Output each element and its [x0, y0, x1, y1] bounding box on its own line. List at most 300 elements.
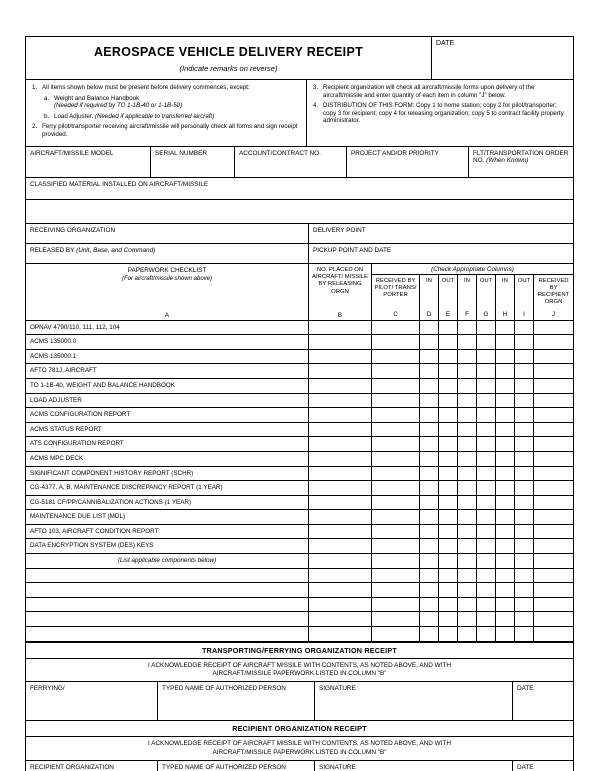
- cell-c[interactable]: [372, 467, 420, 481]
- field-label: FERRYING/: [30, 685, 65, 693]
- checklist-item-label: AFTO 781J, AIRCRAFT: [26, 364, 309, 378]
- cell-b[interactable]: [309, 481, 372, 495]
- cell-f[interactable]: [458, 612, 477, 626]
- cell-b[interactable]: [309, 321, 372, 335]
- cell-e[interactable]: [439, 598, 458, 612]
- cell-d[interactable]: [420, 583, 439, 597]
- cell-j[interactable]: [534, 612, 573, 626]
- cell-h[interactable]: [496, 452, 515, 466]
- cell-g[interactable]: [477, 423, 496, 437]
- cell-e[interactable]: [439, 510, 458, 524]
- cell-i[interactable]: [515, 510, 534, 524]
- cell-d[interactable]: [420, 423, 439, 437]
- cell-e[interactable]: [439, 467, 458, 481]
- cell-b[interactable]: [309, 554, 372, 568]
- field-label: DATE: [517, 764, 534, 771]
- field-date-transport[interactable]: [513, 682, 573, 720]
- field-date-recipient[interactable]: [513, 761, 573, 771]
- cell-i[interactable]: [515, 321, 534, 335]
- cell-i[interactable]: [515, 394, 534, 408]
- column-c-letter: C: [393, 311, 398, 319]
- instruction-text: Ferry pilot/transporter receiving aircraft/missile will personally check all forms and sign receipt provided.: [42, 123, 298, 138]
- cell-i[interactable]: [515, 583, 534, 597]
- instruction-number: 2.: [32, 123, 38, 131]
- cell-b[interactable]: [309, 569, 372, 583]
- transporting-banner: TRANSPORTING/FERRYING ORGANIZATION RECEIPT: [26, 642, 573, 659]
- cell-i[interactable]: [515, 379, 534, 393]
- cell-h[interactable]: [496, 539, 515, 553]
- cell-g[interactable]: [477, 612, 496, 626]
- cell-j[interactable]: [534, 321, 573, 335]
- checklist-item-label: [26, 612, 309, 626]
- field-receiving-organization[interactable]: [26, 224, 309, 243]
- checklist-item-label: ACMS STATUS REPORT: [26, 423, 309, 437]
- cell-j[interactable]: [534, 598, 573, 612]
- cell-c[interactable]: [372, 598, 420, 612]
- cell-b[interactable]: [309, 510, 372, 524]
- column-j-title: RECEIVED BY RECIPIENT ORGN: [537, 277, 570, 306]
- date-label: DATE: [436, 40, 455, 47]
- field-account-contract[interactable]: [235, 147, 347, 177]
- cell-f[interactable]: [458, 569, 477, 583]
- cell-g[interactable]: [477, 496, 496, 510]
- cell-e[interactable]: [439, 569, 458, 583]
- cell-c[interactable]: [372, 350, 420, 364]
- cell-e[interactable]: [439, 539, 458, 553]
- cell-g[interactable]: [477, 525, 496, 539]
- cell-c[interactable]: [372, 423, 420, 437]
- field-label: RELEASED BY: [30, 246, 75, 254]
- field-typed-name-recipient[interactable]: [158, 761, 315, 771]
- column-c-title: RECEIVED BY PILOT/ TRANS/ PORTER: [374, 277, 417, 298]
- cell-d[interactable]: [420, 335, 439, 349]
- cell-e[interactable]: [439, 554, 458, 568]
- cell-i[interactable]: [515, 539, 534, 553]
- receiving-delivery-row: [26, 224, 573, 244]
- cell-c[interactable]: [372, 627, 420, 641]
- form-header: [26, 37, 573, 80]
- cell-f[interactable]: [458, 452, 477, 466]
- cell-d[interactable]: [420, 598, 439, 612]
- column-g-letter: G: [483, 311, 489, 319]
- instruction-text: All items shown below must be present before delivery commences, except:: [42, 84, 250, 91]
- cell-f[interactable]: [458, 481, 477, 495]
- cell-c[interactable]: [372, 379, 420, 393]
- cell-b[interactable]: [309, 583, 372, 597]
- cell-d[interactable]: [420, 408, 439, 422]
- cell-d[interactable]: [420, 627, 439, 641]
- transporting-signature-row: [26, 682, 573, 721]
- instruction-item: [32, 95, 300, 110]
- cell-d[interactable]: [420, 481, 439, 495]
- column-f-title: IN: [464, 277, 470, 284]
- cell-f[interactable]: [458, 627, 477, 641]
- cell-h[interactable]: [496, 350, 515, 364]
- cell-f[interactable]: [458, 408, 477, 422]
- cell-e[interactable]: [439, 525, 458, 539]
- cell-d[interactable]: [420, 321, 439, 335]
- field-signature-recipient[interactable]: [315, 761, 513, 771]
- table-row: [26, 423, 573, 438]
- cell-b[interactable]: [309, 467, 372, 481]
- checklist-item-label: CG-4377, A, B, MAINTENANCE DISCREPANCY REPORT (1 YEAR): [26, 481, 309, 495]
- cell-c[interactable]: [372, 525, 420, 539]
- cell-h[interactable]: [496, 554, 515, 568]
- cell-f[interactable]: [458, 510, 477, 524]
- cell-e[interactable]: [439, 394, 458, 408]
- transporting-acknowledgement: [26, 659, 573, 683]
- cell-b[interactable]: [309, 525, 372, 539]
- cell-d[interactable]: [420, 350, 439, 364]
- cell-h[interactable]: [496, 379, 515, 393]
- cell-g[interactable]: [477, 467, 496, 481]
- table-row: [26, 554, 573, 569]
- cell-g[interactable]: [477, 408, 496, 422]
- field-label-note: (When Known): [486, 156, 529, 164]
- cell-d[interactable]: [420, 539, 439, 553]
- cell-d[interactable]: [420, 612, 439, 626]
- cell-f[interactable]: [458, 364, 477, 378]
- cell-h[interactable]: [496, 612, 515, 626]
- cell-b[interactable]: [309, 364, 372, 378]
- checklist-item-label: ACMS CONFIGURATION REPORT: [26, 408, 309, 422]
- cell-j[interactable]: [534, 525, 573, 539]
- field-label: CLASSIFIED MATERIAL INSTALLED ON AIRCRAFT/MISSILE: [30, 180, 209, 188]
- field-label: AIRCRAFT/MISSILE MODEL: [30, 149, 114, 157]
- cell-c[interactable]: [372, 569, 420, 583]
- cell-h[interactable]: [496, 481, 515, 495]
- table-row: [26, 583, 573, 598]
- field-label-note: (Unit, Base, and Command): [76, 246, 156, 254]
- identification-row: [26, 147, 573, 178]
- cell-j[interactable]: [534, 554, 573, 568]
- cell-i[interactable]: [515, 525, 534, 539]
- cell-e[interactable]: [439, 364, 458, 378]
- cell-h[interactable]: [496, 321, 515, 335]
- title-block: [26, 37, 432, 79]
- cell-i[interactable]: [515, 452, 534, 466]
- cell-b[interactable]: [309, 598, 372, 612]
- column-b-header: [309, 264, 372, 320]
- column-b-title: NO. PLACED ON AIRCRAFT/ MISSILE BY RELEASING ORGN: [312, 266, 368, 295]
- cell-e[interactable]: [439, 437, 458, 451]
- cell-b[interactable]: [309, 539, 372, 553]
- recipient-banner: RECIPIENT ORGANIZATION RECEIPT: [26, 721, 573, 737]
- cell-g[interactable]: [477, 539, 496, 553]
- cell-c[interactable]: [372, 510, 420, 524]
- cell-e[interactable]: [439, 350, 458, 364]
- cell-c[interactable]: [372, 612, 420, 626]
- instruction-text: DISTRIBUTION OF THIS FORM: Copy 1 to home station; copy 2 for pilot/transporter; copy 3 for recipient; copy 4 for releasing organization; copy 5 to contract facility property administrator.: [323, 102, 564, 125]
- instruction-note: (Needed if required by TO 1-1B-40 or 1-1B-50): [54, 102, 183, 110]
- cell-f[interactable]: [458, 335, 477, 349]
- field-ferrying-org[interactable]: [26, 682, 158, 720]
- cell-e[interactable]: [439, 496, 458, 510]
- column-d-header: [420, 275, 439, 320]
- cell-g[interactable]: [477, 627, 496, 641]
- field-serial-number[interactable]: [151, 147, 235, 177]
- cell-j[interactable]: [534, 379, 573, 393]
- cell-j[interactable]: [534, 408, 573, 422]
- cell-g[interactable]: [477, 394, 496, 408]
- instruction-main: Load Adjuster.: [54, 112, 94, 120]
- table-row: [26, 496, 573, 511]
- cell-f[interactable]: [458, 321, 477, 335]
- cell-i[interactable]: [515, 437, 534, 451]
- date-field[interactable]: [432, 37, 573, 79]
- check-columns-note: (Check Appropriate Columns): [372, 264, 573, 275]
- field-delivery-point[interactable]: [309, 224, 573, 243]
- instruction-item: [313, 84, 567, 99]
- cell-f[interactable]: [458, 496, 477, 510]
- cell-f[interactable]: [458, 350, 477, 364]
- cell-h[interactable]: [496, 583, 515, 597]
- cell-h[interactable]: [496, 496, 515, 510]
- cell-e[interactable]: [439, 423, 458, 437]
- cell-d[interactable]: [420, 569, 439, 583]
- cell-i[interactable]: [515, 496, 534, 510]
- cell-j[interactable]: [534, 539, 573, 553]
- cell-e[interactable]: [439, 321, 458, 335]
- cell-j[interactable]: [534, 394, 573, 408]
- instruction-item: [32, 113, 300, 121]
- cell-b[interactable]: [309, 379, 372, 393]
- cell-d[interactable]: [420, 364, 439, 378]
- cell-j[interactable]: [534, 569, 573, 583]
- cell-h[interactable]: [496, 408, 515, 422]
- cell-i[interactable]: [515, 612, 534, 626]
- cell-j[interactable]: [534, 350, 573, 364]
- cell-c[interactable]: [372, 539, 420, 553]
- column-h-title: IN: [502, 277, 508, 284]
- cell-d[interactable]: [420, 467, 439, 481]
- cell-c[interactable]: [372, 408, 420, 422]
- cell-f[interactable]: [458, 539, 477, 553]
- column-c-header: [372, 275, 420, 320]
- table-row: [26, 335, 573, 350]
- cell-j[interactable]: [534, 437, 573, 451]
- cell-d[interactable]: [420, 554, 439, 568]
- cell-g[interactable]: [477, 321, 496, 335]
- table-row: [26, 481, 573, 496]
- blank-band[interactable]: [26, 200, 573, 224]
- cell-g[interactable]: [477, 583, 496, 597]
- cell-i[interactable]: [515, 569, 534, 583]
- cell-h[interactable]: [496, 510, 515, 524]
- cell-b[interactable]: [309, 627, 372, 641]
- checklist-item-label: ACMS MPC DECK: [26, 452, 309, 466]
- cell-c[interactable]: [372, 437, 420, 451]
- cell-i[interactable]: [515, 481, 534, 495]
- checklist-item-label: OPNAV 4790/110, 111, 112, 104: [26, 321, 309, 335]
- cell-d[interactable]: [420, 452, 439, 466]
- column-b-letter: B: [337, 312, 343, 320]
- field-released-by[interactable]: [26, 244, 309, 263]
- table-row: [26, 510, 573, 525]
- cell-d[interactable]: [420, 496, 439, 510]
- instruction-item: [32, 84, 300, 92]
- field-label: PICKUP POINT AND DATE: [313, 246, 392, 254]
- cell-b[interactable]: [309, 335, 372, 349]
- instruction-number: a.: [44, 94, 50, 102]
- field-flt-transport-order[interactable]: [469, 147, 573, 177]
- cell-b[interactable]: [309, 452, 372, 466]
- table-row: [26, 452, 573, 467]
- field-aircraft-model[interactable]: [26, 147, 151, 177]
- cell-i[interactable]: [515, 364, 534, 378]
- cell-j[interactable]: [534, 627, 573, 641]
- cell-c[interactable]: [372, 554, 420, 568]
- cell-g[interactable]: [477, 379, 496, 393]
- cell-h[interactable]: [496, 525, 515, 539]
- cell-h[interactable]: [496, 335, 515, 349]
- cell-f[interactable]: [458, 554, 477, 568]
- checklist-item-label: CG-5181 CF/PP/CANNIBALIZATION ACTIONS (1 YEAR): [26, 496, 309, 510]
- cell-j[interactable]: [534, 452, 573, 466]
- cell-d[interactable]: [420, 437, 439, 451]
- cell-b[interactable]: [309, 496, 372, 510]
- instruction-item: [313, 102, 567, 125]
- table-row: [26, 539, 573, 554]
- field-recipient-org[interactable]: [26, 761, 158, 771]
- cell-b[interactable]: [309, 394, 372, 408]
- cell-i[interactable]: [515, 408, 534, 422]
- cell-i[interactable]: [515, 627, 534, 641]
- cell-j[interactable]: [534, 583, 573, 597]
- cell-f[interactable]: [458, 598, 477, 612]
- cell-g[interactable]: [477, 481, 496, 495]
- cell-j[interactable]: [534, 510, 573, 524]
- cell-f[interactable]: [458, 394, 477, 408]
- cell-b[interactable]: [309, 408, 372, 422]
- cell-f[interactable]: [458, 437, 477, 451]
- cell-f[interactable]: [458, 525, 477, 539]
- field-classified-material[interactable]: [26, 178, 573, 200]
- table-row: [26, 408, 573, 423]
- cell-e[interactable]: [439, 335, 458, 349]
- cell-e[interactable]: [439, 627, 458, 641]
- cell-e[interactable]: [439, 408, 458, 422]
- cell-g[interactable]: [477, 569, 496, 583]
- cell-h[interactable]: [496, 364, 515, 378]
- cell-i[interactable]: [515, 350, 534, 364]
- cell-j[interactable]: [534, 496, 573, 510]
- cell-h[interactable]: [496, 437, 515, 451]
- recipient-signature-row: [26, 761, 573, 771]
- cell-g[interactable]: [477, 554, 496, 568]
- column-a-subtitle: (For aircraft/missile shown above): [121, 275, 213, 282]
- cell-d[interactable]: [420, 510, 439, 524]
- cell-h[interactable]: [496, 423, 515, 437]
- cell-g[interactable]: [477, 364, 496, 378]
- cell-j[interactable]: [534, 423, 573, 437]
- cell-i[interactable]: [515, 423, 534, 437]
- title-subtitle: (Indicate remarks on reverse): [179, 64, 278, 73]
- cell-h[interactable]: [496, 598, 515, 612]
- cell-c[interactable]: [372, 335, 420, 349]
- cell-h[interactable]: [496, 627, 515, 641]
- cell-f[interactable]: [458, 423, 477, 437]
- instruction-number: 1.: [32, 84, 38, 91]
- cell-d[interactable]: [420, 525, 439, 539]
- cell-c[interactable]: [372, 481, 420, 495]
- cell-h[interactable]: [496, 394, 515, 408]
- cell-e[interactable]: [439, 452, 458, 466]
- cell-c[interactable]: [372, 583, 420, 597]
- cell-g[interactable]: [477, 335, 496, 349]
- cell-j[interactable]: [534, 481, 573, 495]
- cell-f[interactable]: [458, 379, 477, 393]
- cell-j[interactable]: [534, 335, 573, 349]
- table-row: [26, 627, 573, 642]
- cell-d[interactable]: [420, 394, 439, 408]
- instructions-block: [26, 80, 573, 147]
- cell-h[interactable]: [496, 569, 515, 583]
- cell-f[interactable]: [458, 583, 477, 597]
- cell-e[interactable]: [439, 481, 458, 495]
- table-row: [26, 598, 573, 613]
- cell-e[interactable]: [439, 612, 458, 626]
- cell-b[interactable]: [309, 437, 372, 451]
- cell-c[interactable]: [372, 394, 420, 408]
- cell-e[interactable]: [439, 583, 458, 597]
- instruction-text: [54, 95, 300, 110]
- instruction-number: b.: [44, 112, 50, 120]
- column-a-title: PAPERWORK CHECKLIST: [127, 266, 207, 274]
- cell-g[interactable]: [477, 452, 496, 466]
- ack-line-1: I ACKNOWLEDGE RECEIPT OF AIRCRAFT MISSILE WITH CONTENTS, AS NOTED ABOVE, AND WITH: [147, 740, 451, 748]
- cell-b[interactable]: [309, 350, 372, 364]
- cell-j[interactable]: [534, 467, 573, 481]
- ack-line-2: AIRCRAFT/MISSILE PAPERWORK LISTED IN COLUMN "B": [212, 670, 387, 678]
- field-pickup-point-date[interactable]: [309, 244, 573, 263]
- cell-g[interactable]: [477, 437, 496, 451]
- cell-b[interactable]: [309, 423, 372, 437]
- field-typed-name-transport[interactable]: [158, 682, 315, 720]
- cell-f[interactable]: [458, 467, 477, 481]
- ack-line-2: AIRCRAFT/MISSILE PAPERWORK LISTED IN COLUMN "B": [212, 748, 387, 756]
- table-row: [26, 350, 573, 365]
- cell-g[interactable]: [477, 510, 496, 524]
- cell-i[interactable]: [515, 598, 534, 612]
- cell-c[interactable]: [372, 321, 420, 335]
- cell-c[interactable]: [372, 364, 420, 378]
- checklist-item-label: TO 1-1B-40, WEIGHT AND BALANCE HANDBOOK: [26, 379, 309, 393]
- instruction-text: [54, 113, 300, 121]
- field-label: SERIAL NUMBER: [155, 149, 207, 157]
- field-signature-transport[interactable]: [315, 682, 513, 720]
- cell-g[interactable]: [477, 350, 496, 364]
- cell-j[interactable]: [534, 364, 573, 378]
- cell-d[interactable]: [420, 379, 439, 393]
- cell-h[interactable]: [496, 467, 515, 481]
- cell-e[interactable]: [439, 379, 458, 393]
- cell-g[interactable]: [477, 598, 496, 612]
- cell-i[interactable]: [515, 554, 534, 568]
- cell-i[interactable]: [515, 335, 534, 349]
- table-row: [26, 467, 573, 482]
- cell-b[interactable]: [309, 612, 372, 626]
- check-columns-group: [372, 264, 573, 320]
- column-g-header: [477, 275, 496, 320]
- field-project-priority[interactable]: [347, 147, 469, 177]
- column-g-title: OUT: [479, 277, 493, 284]
- column-i-header: [515, 275, 534, 320]
- cell-c[interactable]: [372, 496, 420, 510]
- column-e-letter: E: [445, 311, 451, 319]
- cell-i[interactable]: [515, 467, 534, 481]
- cell-c[interactable]: [372, 452, 420, 466]
